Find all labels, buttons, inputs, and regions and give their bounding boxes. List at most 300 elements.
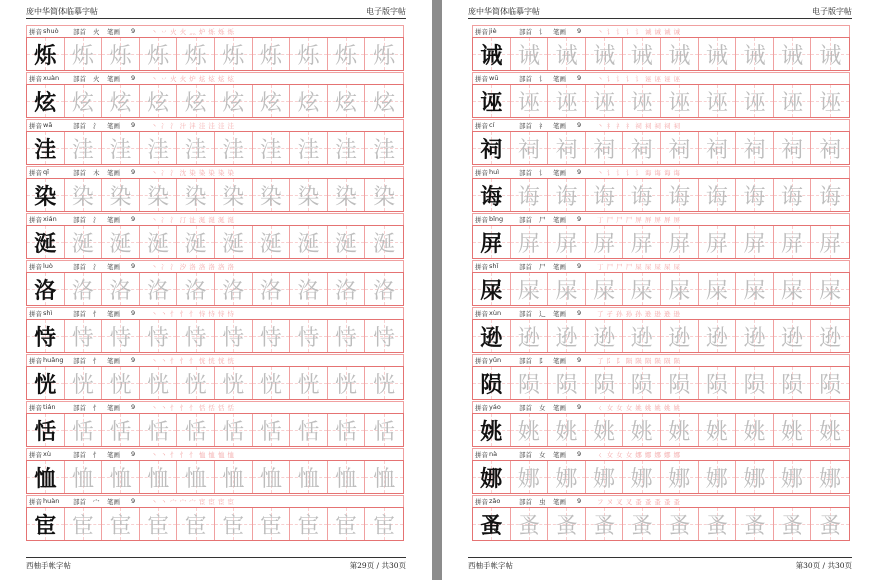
practice-char: 娜 bbox=[555, 466, 578, 492]
trace-char-cell bbox=[661, 226, 699, 258]
radical-value: 女 bbox=[539, 404, 546, 412]
practice-char: 炫 bbox=[297, 90, 320, 116]
trace-char-cell bbox=[177, 367, 215, 399]
char-practice-row bbox=[26, 25, 404, 72]
model-char-cell bbox=[27, 132, 65, 164]
pinyin-label: 拼音 bbox=[29, 75, 42, 83]
radical-value: 讠 bbox=[539, 28, 546, 36]
stroke-count-label: 笔画 bbox=[107, 310, 120, 318]
trace-char-cell bbox=[586, 273, 624, 305]
char-info-bar bbox=[26, 166, 404, 178]
model-char-cell bbox=[27, 85, 65, 117]
practice-char: 诬 bbox=[630, 90, 653, 116]
practice-char: 蚤 bbox=[819, 513, 842, 539]
char-info-bar bbox=[26, 448, 404, 460]
stroke-count-value: 9 bbox=[577, 168, 582, 176]
trace-char-cell bbox=[290, 367, 328, 399]
radical-value: 木 bbox=[93, 169, 100, 177]
pinyin-value: yǔn bbox=[489, 356, 502, 364]
practice-char: 洼 bbox=[373, 137, 396, 163]
trace-char-cell bbox=[290, 226, 328, 258]
practice-char: 恤 bbox=[109, 466, 132, 492]
char-info-bar bbox=[472, 354, 850, 366]
trace-char-cell bbox=[328, 85, 366, 117]
trace-char-cell bbox=[140, 38, 178, 70]
practice-char: 屎 bbox=[517, 278, 540, 304]
trace-char-cell bbox=[699, 367, 737, 399]
char-practice-row bbox=[472, 307, 850, 354]
trace-char-cell bbox=[328, 508, 366, 540]
practice-char: 恍 bbox=[34, 371, 57, 398]
practice-char: 宦 bbox=[147, 513, 170, 539]
model-char-cell bbox=[27, 461, 65, 493]
stroke-order: 丶 丶 忄 忄 忄 恤 恤 恤 恤 bbox=[151, 451, 235, 459]
radical-value: 阝 bbox=[539, 357, 546, 365]
radical-value: 礻 bbox=[539, 122, 546, 130]
stroke-count-label: 笔画 bbox=[107, 216, 120, 224]
practice-char: 染 bbox=[297, 184, 320, 210]
stroke-count-value: 9 bbox=[131, 262, 136, 270]
trace-char-cell bbox=[140, 179, 178, 211]
pinyin-value: tián bbox=[43, 403, 56, 411]
practice-char: 染 bbox=[109, 184, 132, 210]
trace-char-cell bbox=[140, 85, 178, 117]
practice-char: 恍 bbox=[335, 372, 358, 398]
stroke-count-label: 笔画 bbox=[553, 216, 566, 224]
practice-char: 恬 bbox=[335, 419, 358, 445]
pinyin-label: 拼音 bbox=[475, 310, 488, 318]
stroke-count-value: 9 bbox=[131, 403, 136, 411]
trace-char-cell bbox=[586, 508, 624, 540]
radical-value: 忄 bbox=[93, 357, 100, 365]
trace-char-cell bbox=[811, 320, 849, 352]
practice-char: 娜 bbox=[743, 466, 766, 492]
practice-char: 诲 bbox=[668, 184, 691, 210]
trace-char-cell bbox=[102, 132, 140, 164]
pinyin-label: 拼音 bbox=[29, 451, 42, 459]
trace-char-cell bbox=[736, 273, 774, 305]
stroke-count-label: 笔画 bbox=[107, 404, 120, 412]
radical-label: 部首 bbox=[519, 498, 532, 506]
tracing-grid bbox=[472, 178, 850, 212]
trace-char-cell bbox=[811, 226, 849, 258]
trace-char-cell bbox=[365, 132, 403, 164]
practice-char: 恃 bbox=[373, 325, 396, 351]
char-info-bar bbox=[472, 448, 850, 460]
trace-char-cell bbox=[290, 414, 328, 446]
practice-char: 恬 bbox=[34, 418, 57, 445]
trace-char-cell bbox=[65, 38, 103, 70]
practice-char: 恤 bbox=[184, 466, 207, 492]
trace-char-cell bbox=[811, 367, 849, 399]
stroke-count-value: 9 bbox=[577, 215, 582, 223]
trace-char-cell bbox=[290, 179, 328, 211]
trace-char-cell bbox=[290, 132, 328, 164]
trace-char-cell bbox=[365, 273, 403, 305]
trace-char-cell bbox=[177, 320, 215, 352]
trace-char-cell bbox=[511, 461, 549, 493]
practice-char: 洼 bbox=[297, 137, 320, 163]
trace-char-cell bbox=[511, 367, 549, 399]
trace-char-cell bbox=[774, 320, 812, 352]
radical-label: 部首 bbox=[73, 75, 86, 83]
trace-char-cell bbox=[365, 367, 403, 399]
practice-char: 姚 bbox=[517, 419, 540, 445]
practice-char: 恃 bbox=[147, 325, 170, 351]
pinyin-label: 拼音 bbox=[29, 310, 42, 318]
practice-char: 姚 bbox=[781, 419, 804, 445]
trace-char-cell bbox=[511, 132, 549, 164]
practice-char: 诬 bbox=[480, 89, 503, 116]
practice-char: 逊 bbox=[781, 325, 804, 351]
trace-char-cell bbox=[65, 367, 103, 399]
page-right bbox=[442, 0, 878, 580]
practice-char: 宦 bbox=[259, 513, 282, 539]
practice-char: 诲 bbox=[819, 184, 842, 210]
practice-char: 烁 bbox=[335, 43, 358, 69]
practice-char: 洼 bbox=[335, 137, 358, 163]
char-practice-row bbox=[472, 354, 850, 401]
model-char-cell bbox=[473, 461, 511, 493]
practice-char: 姚 bbox=[743, 419, 766, 445]
trace-char-cell bbox=[328, 179, 366, 211]
radical-label: 部首 bbox=[519, 28, 532, 36]
radical-value: 氵 bbox=[93, 216, 100, 224]
trace-char-cell bbox=[328, 320, 366, 352]
trace-char-cell bbox=[548, 85, 586, 117]
trace-char-cell bbox=[699, 273, 737, 305]
trace-char-cell bbox=[215, 226, 253, 258]
practice-char: 染 bbox=[373, 184, 396, 210]
practice-char: 诫 bbox=[593, 43, 616, 69]
char-info-bar bbox=[472, 495, 850, 507]
practice-char: 逊 bbox=[555, 325, 578, 351]
radical-label: 部首 bbox=[73, 122, 86, 130]
stroke-count-label: 笔画 bbox=[553, 75, 566, 83]
pinyin-label: 拼音 bbox=[29, 357, 42, 365]
trace-char-cell bbox=[586, 226, 624, 258]
radical-label: 部首 bbox=[73, 28, 86, 36]
char-info-bar bbox=[472, 307, 850, 319]
char-practice-row bbox=[472, 401, 850, 448]
trace-char-cell bbox=[586, 461, 624, 493]
radical-label: 部首 bbox=[73, 404, 86, 412]
practice-char: 诲 bbox=[593, 184, 616, 210]
char-info-bar bbox=[26, 260, 404, 272]
trace-char-cell bbox=[140, 273, 178, 305]
model-char-cell bbox=[27, 273, 65, 305]
tracing-grid bbox=[26, 272, 404, 306]
stroke-order: ㄑ 女 女 女 娜 娜 娜 娜 娜 bbox=[597, 451, 681, 459]
radical-value: 讠 bbox=[539, 75, 546, 83]
practice-char: 涎 bbox=[34, 230, 57, 257]
trace-char-cell bbox=[177, 226, 215, 258]
stroke-order: 丶 讠 讠 讠 讠 诲 诲 诲 诲 bbox=[597, 169, 681, 177]
radical-label: 部首 bbox=[73, 263, 86, 271]
trace-char-cell bbox=[661, 320, 699, 352]
practice-char: 祠 bbox=[705, 137, 728, 163]
practice-char: 宦 bbox=[335, 513, 358, 539]
pinyin-value: huàn bbox=[43, 497, 60, 505]
stroke-order: 丶 冫 氵 汀 沚 涎 涎 涎 涎 bbox=[151, 216, 235, 224]
practice-char: 诬 bbox=[781, 90, 804, 116]
practice-char: 炫 bbox=[109, 90, 132, 116]
footer-rule bbox=[468, 557, 852, 558]
radical-label: 部首 bbox=[519, 404, 532, 412]
practice-char: 洛 bbox=[147, 278, 170, 304]
trace-char-cell bbox=[774, 508, 812, 540]
trace-char-cell bbox=[215, 38, 253, 70]
pinyin-label: 拼音 bbox=[475, 404, 488, 412]
practice-char: 祠 bbox=[555, 137, 578, 163]
stroke-order: 了 孑 孙 孙 孙 逊 逊 逊 逊 bbox=[597, 310, 681, 318]
radical-label: 部首 bbox=[73, 169, 86, 177]
pinyin-value: cí bbox=[489, 121, 495, 129]
practice-char: 恃 bbox=[34, 324, 57, 351]
stroke-count-value: 9 bbox=[131, 27, 136, 35]
practice-char: 屎 bbox=[630, 278, 653, 304]
trace-char-cell bbox=[177, 132, 215, 164]
trace-char-cell bbox=[328, 132, 366, 164]
trace-char-cell bbox=[548, 273, 586, 305]
trace-char-cell bbox=[511, 38, 549, 70]
practice-char: 洼 bbox=[71, 137, 94, 163]
tracing-grid bbox=[472, 84, 850, 118]
tracing-grid bbox=[472, 460, 850, 494]
stroke-count-value: 9 bbox=[131, 74, 136, 82]
practice-char: 娜 bbox=[781, 466, 804, 492]
practice-char: 洛 bbox=[34, 277, 57, 304]
trace-char-cell bbox=[215, 320, 253, 352]
model-char-cell bbox=[473, 320, 511, 352]
tracing-grid bbox=[472, 131, 850, 165]
practice-char: 姚 bbox=[819, 419, 842, 445]
practice-char: 恬 bbox=[71, 419, 94, 445]
char-info-bar bbox=[26, 401, 404, 413]
char-info-bar bbox=[26, 354, 404, 366]
practice-char: 诫 bbox=[480, 42, 503, 69]
trace-char-cell bbox=[290, 85, 328, 117]
trace-char-cell bbox=[215, 508, 253, 540]
practice-char: 蚤 bbox=[781, 513, 804, 539]
trace-char-cell bbox=[365, 179, 403, 211]
stroke-order: 丶 丶 宀 宀 宀 宦 宦 宦 宦 bbox=[151, 498, 235, 506]
practice-char: 姚 bbox=[555, 419, 578, 445]
stroke-count-value: 9 bbox=[131, 309, 136, 317]
stroke-count-value: 9 bbox=[131, 121, 136, 129]
stroke-order: 丶 冫 氵 沈 染 染 染 染 染 bbox=[151, 169, 235, 177]
trace-char-cell bbox=[328, 461, 366, 493]
stroke-order: 了 阝 阝 陨 陨 陨 陨 陨 陨 bbox=[597, 357, 681, 365]
practice-char: 姚 bbox=[705, 419, 728, 445]
practice-char: 诫 bbox=[819, 43, 842, 69]
practice-char: 染 bbox=[259, 184, 282, 210]
pinyin-value: jiè bbox=[489, 27, 497, 35]
trace-char-cell bbox=[736, 85, 774, 117]
tracing-grid bbox=[26, 366, 404, 400]
practice-char: 祠 bbox=[819, 137, 842, 163]
pinyin-value: xián bbox=[43, 215, 57, 223]
practice-char: 蚤 bbox=[705, 513, 728, 539]
page-number: 第29页 / 共30页 bbox=[349, 561, 406, 570]
radical-value: 忄 bbox=[93, 404, 100, 412]
practice-char: 恍 bbox=[109, 372, 132, 398]
trace-char-cell bbox=[774, 132, 812, 164]
practice-char: 祠 bbox=[630, 137, 653, 163]
stroke-count-value: 9 bbox=[577, 74, 582, 82]
trace-char-cell bbox=[699, 320, 737, 352]
model-char-cell bbox=[27, 226, 65, 258]
practice-char: 染 bbox=[147, 184, 170, 210]
trace-char-cell bbox=[65, 85, 103, 117]
model-char-cell bbox=[473, 132, 511, 164]
char-info-bar bbox=[472, 213, 850, 225]
trace-char-cell bbox=[102, 414, 140, 446]
practice-char: 逊 bbox=[668, 325, 691, 351]
trace-char-cell bbox=[774, 85, 812, 117]
trace-char-cell bbox=[102, 38, 140, 70]
radical-value: 虫 bbox=[539, 498, 546, 506]
model-char-cell bbox=[473, 226, 511, 258]
trace-char-cell bbox=[661, 508, 699, 540]
char-practice-row bbox=[472, 213, 850, 260]
pinyin-label: 拼音 bbox=[475, 263, 488, 271]
char-practice-row bbox=[26, 260, 404, 307]
stroke-count-value: 9 bbox=[131, 450, 136, 458]
pinyin-value: qī bbox=[43, 168, 49, 176]
page-footer bbox=[26, 560, 406, 572]
trace-char-cell bbox=[328, 414, 366, 446]
practice-char: 逊 bbox=[517, 325, 540, 351]
trace-char-cell bbox=[586, 38, 624, 70]
practice-char: 屎 bbox=[593, 278, 616, 304]
trace-char-cell bbox=[661, 132, 699, 164]
trace-char-cell bbox=[102, 367, 140, 399]
practice-char: 涎 bbox=[222, 231, 245, 257]
radical-value: 忄 bbox=[93, 310, 100, 318]
trace-char-cell bbox=[736, 179, 774, 211]
practice-char: 姚 bbox=[630, 419, 653, 445]
char-info-bar bbox=[472, 260, 850, 272]
practice-char: 祠 bbox=[668, 137, 691, 163]
book-subtitle: 电子版字帖 bbox=[366, 7, 406, 16]
stroke-count-label: 笔画 bbox=[553, 169, 566, 177]
stroke-count-label: 笔画 bbox=[107, 28, 120, 36]
trace-char-cell bbox=[253, 38, 291, 70]
pinyin-value: nà bbox=[489, 450, 498, 458]
stroke-order: 丶 丶 忄 忄 忄 恍 恍 恍 恍 bbox=[151, 357, 235, 365]
trace-char-cell bbox=[699, 226, 737, 258]
tracing-grid bbox=[26, 178, 404, 212]
practice-char: 炫 bbox=[71, 90, 94, 116]
trace-char-cell bbox=[215, 414, 253, 446]
stroke-count-value: 9 bbox=[577, 497, 582, 505]
practice-char: 陨 bbox=[781, 372, 804, 398]
trace-char-cell bbox=[699, 38, 737, 70]
char-info-bar bbox=[472, 25, 850, 37]
practice-char: 恬 bbox=[222, 419, 245, 445]
trace-char-cell bbox=[511, 226, 549, 258]
practice-char: 屎 bbox=[555, 278, 578, 304]
pinyin-label: 拼音 bbox=[29, 28, 42, 36]
trace-char-cell bbox=[290, 508, 328, 540]
practice-char: 陨 bbox=[517, 372, 540, 398]
stroke-count-value: 9 bbox=[577, 309, 582, 317]
practice-char: 烁 bbox=[109, 43, 132, 69]
practice-char: 洼 bbox=[222, 137, 245, 163]
trace-char-cell bbox=[253, 461, 291, 493]
trace-char-cell bbox=[811, 508, 849, 540]
trace-char-cell bbox=[215, 367, 253, 399]
practice-char: 炫 bbox=[147, 90, 170, 116]
practice-char: 洼 bbox=[184, 137, 207, 163]
practice-char: 恍 bbox=[222, 372, 245, 398]
practice-char: 逊 bbox=[630, 325, 653, 351]
trace-char-cell bbox=[511, 414, 549, 446]
practice-char: 陨 bbox=[480, 371, 503, 398]
practice-char: 恤 bbox=[373, 466, 396, 492]
trace-char-cell bbox=[623, 320, 661, 352]
char-practice-row bbox=[26, 166, 404, 213]
stroke-count-value: 9 bbox=[577, 356, 582, 364]
practice-char: 诲 bbox=[781, 184, 804, 210]
practice-char: 恤 bbox=[259, 466, 282, 492]
practice-char: 蚤 bbox=[593, 513, 616, 539]
trace-char-cell bbox=[548, 179, 586, 211]
practice-char: 祠 bbox=[480, 136, 503, 163]
tracing-grid bbox=[472, 319, 850, 353]
radical-value: 宀 bbox=[93, 498, 100, 506]
trace-char-cell bbox=[623, 461, 661, 493]
trace-char-cell bbox=[177, 508, 215, 540]
radical-label: 部首 bbox=[519, 263, 532, 271]
trace-char-cell bbox=[811, 461, 849, 493]
pinyin-label: 拼音 bbox=[29, 216, 42, 224]
char-info-bar bbox=[26, 72, 404, 84]
pinyin-value: wū bbox=[489, 74, 499, 82]
trace-char-cell bbox=[253, 179, 291, 211]
pinyin-value: shǐ bbox=[489, 262, 499, 270]
trace-char-cell bbox=[548, 226, 586, 258]
practice-char: 屎 bbox=[480, 277, 503, 304]
trace-char-cell bbox=[623, 508, 661, 540]
stroke-count-label: 笔画 bbox=[107, 122, 120, 130]
practice-char: 屎 bbox=[781, 278, 804, 304]
radical-label: 部首 bbox=[73, 498, 86, 506]
stroke-order: 丶 丷 火 火 灬 炉 烁 烁 烁 bbox=[151, 28, 235, 36]
trace-char-cell bbox=[328, 367, 366, 399]
practice-char: 恃 bbox=[335, 325, 358, 351]
trace-char-cell bbox=[328, 38, 366, 70]
radical-label: 部首 bbox=[519, 451, 532, 459]
char-info-bar bbox=[26, 307, 404, 319]
practice-char: 涎 bbox=[259, 231, 282, 257]
char-info-bar bbox=[26, 119, 404, 131]
tracing-grid bbox=[26, 37, 404, 71]
model-char-cell bbox=[27, 38, 65, 70]
radical-value: 尸 bbox=[539, 216, 546, 224]
practice-char: 蚤 bbox=[630, 513, 653, 539]
practice-char: 屏 bbox=[555, 231, 578, 257]
practice-char: 宦 bbox=[373, 513, 396, 539]
practice-char: 屏 bbox=[781, 231, 804, 257]
trace-char-cell bbox=[699, 508, 737, 540]
practice-char: 诫 bbox=[517, 43, 540, 69]
char-practice-row bbox=[26, 401, 404, 448]
trace-char-cell bbox=[699, 85, 737, 117]
practice-char: 逊 bbox=[593, 325, 616, 351]
trace-char-cell bbox=[365, 226, 403, 258]
